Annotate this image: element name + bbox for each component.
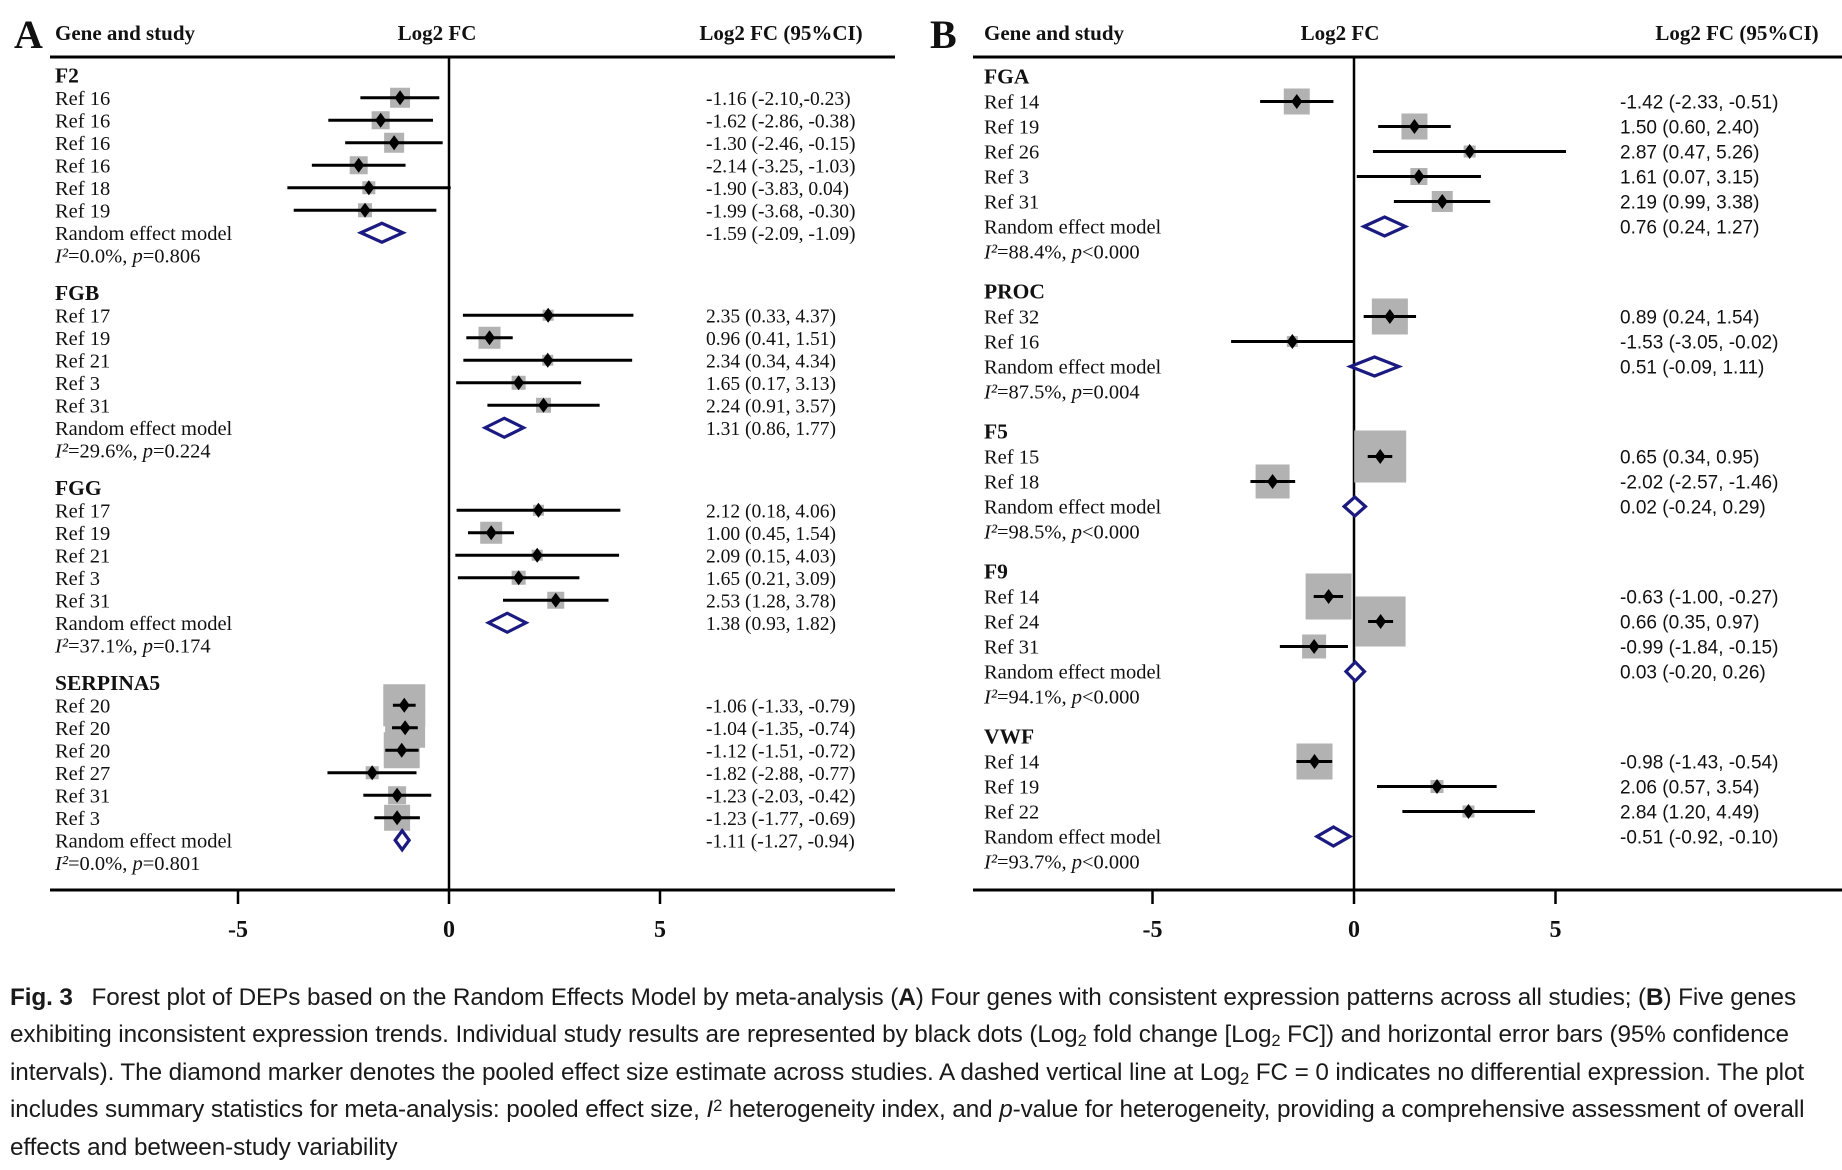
study-row [55, 718, 855, 740]
figure-caption [10, 979, 1834, 1166]
study-row [984, 142, 1759, 164]
ci-value: 2.12 (0.18, 4.06) [706, 501, 836, 523]
study-label: Ref 31 [55, 785, 111, 808]
pooled-label: Random effect model [984, 356, 1162, 379]
study-label: Ref 14 [984, 751, 1040, 774]
ci-value: -1.06 (-1.33, -0.79) [706, 696, 856, 718]
x-tick-label: 0 [1348, 917, 1360, 943]
ci-value: 2.34 (0.34, 4.34) [706, 351, 836, 373]
ci-value: -1.23 (-2.03, -0.42) [706, 786, 856, 808]
ci-value: 0.66 (0.35, 0.97) [1620, 612, 1760, 634]
study-row [984, 92, 1778, 114]
pooled-diamond [361, 223, 403, 242]
study-label: Ref 19 [984, 116, 1040, 139]
pooled-row [984, 497, 1766, 519]
study-row [55, 88, 851, 110]
study-row [55, 155, 855, 177]
study-row [55, 110, 855, 132]
study-label: Ref 18 [55, 177, 111, 200]
gene-group-FGG [54, 476, 836, 658]
pooled-diamond [1350, 357, 1398, 376]
gene-label: FGG [55, 475, 102, 500]
study-label: Ref 20 [55, 717, 111, 740]
ci-value: 2.87 (0.47, 5.26) [1620, 142, 1760, 164]
caption-text-segment: 2 [1271, 1031, 1281, 1051]
study-label: Ref 16 [55, 110, 111, 133]
gene-group-FGB [54, 281, 836, 463]
study-row [55, 395, 836, 417]
pooled-row [984, 357, 1764, 379]
study-label: Ref 22 [984, 801, 1040, 824]
heterogeneity-stats: I²=37.1%, p=0.174 [55, 635, 211, 658]
ci-value: -1.42 (-2.33, -0.51) [1620, 92, 1779, 114]
x-tick-label: -5 [228, 917, 248, 943]
caption-bold-segment: Fig. 3 [10, 984, 73, 1011]
study-label: Ref 14 [984, 91, 1040, 114]
pooled-label: Random effect model [984, 216, 1162, 239]
study-row [984, 167, 1759, 189]
pooled-label: Random effect model [55, 612, 233, 635]
pooled-ci-value: -1.11 (-1.27, -0.94) [706, 831, 855, 853]
pooled-diamond [485, 418, 523, 437]
study-row [984, 192, 1759, 214]
ci-value: -0.99 (-1.84, -0.15) [1620, 637, 1779, 659]
caption-text-segment: FC = 0 indicates no differential expression. The plot includes summary statistics for meta-analysis: pooled effect size, [10, 1058, 1805, 1124]
x-tick-label: 5 [654, 917, 666, 943]
study-row [55, 178, 849, 200]
study-label: Ref 20 [55, 740, 111, 763]
pooled-row [984, 662, 1766, 684]
study-label: Ref 16 [984, 331, 1040, 354]
study-label: Ref 3 [55, 372, 100, 395]
study-row [984, 752, 1778, 774]
x-tick-label: 5 [1549, 917, 1562, 943]
caption-text-segment: heterogeneity index, and [722, 1096, 1000, 1124]
pooled-diamond [1346, 662, 1365, 681]
x-tick-label: -5 [1142, 917, 1163, 943]
caption-italic-segment: I [706, 1096, 714, 1124]
panel-label-A: A [14, 12, 43, 57]
ci-value: -1.82 (-2.88, -0.77) [706, 763, 856, 785]
caption-bold-segment: B [1646, 984, 1664, 1011]
ci-value: 0.65 (0.34, 0.95) [1620, 447, 1760, 469]
study-label: Ref 19 [55, 327, 111, 350]
study-label: Ref 27 [55, 762, 111, 785]
caption-text-segment: 2 [713, 1096, 723, 1116]
gene-label: F2 [55, 63, 79, 88]
ci-value: -1.23 (-1.77, -0.69) [706, 808, 856, 830]
study-label: Ref 18 [984, 471, 1040, 494]
ci-value: 1.50 (0.60, 2.40) [1620, 117, 1760, 139]
caption-text-segment: ) Five genes exhibiting inconsistent expression trends. Individual study results are represented by black dots (Log [10, 984, 1796, 1049]
study-row [55, 500, 836, 522]
column-header-gene-study: Gene and study [984, 21, 1125, 45]
ci-value: -1.16 (-2.10,-0.23) [706, 88, 851, 110]
gene-group-FGA [983, 65, 1778, 264]
ci-value: 1.65 (0.17, 3.13) [706, 373, 836, 395]
pooled-row [984, 827, 1778, 849]
pooled-ci-value: 0.02 (-0.24, 0.29) [1620, 497, 1766, 519]
study-row [984, 777, 1759, 799]
study-label: Ref 21 [55, 545, 111, 568]
heterogeneity-stats: I²=29.6%, p=0.224 [55, 440, 211, 463]
pooled-ci-value: 0.76 (0.24, 1.27) [1620, 217, 1760, 239]
ci-value: 2.06 (0.57, 3.54) [1620, 777, 1760, 799]
gene-group-VWF [983, 725, 1778, 874]
study-label: Ref 19 [55, 522, 111, 545]
caption-text-segment: -value for heterogeneity, providing a comprehensive assessment of overall effects and between-study variability [10, 1096, 1805, 1161]
study-row [55, 328, 836, 350]
pooled-ci-value: -0.51 (-0.92, -0.10) [1620, 827, 1779, 849]
study-label: Ref 20 [55, 695, 111, 718]
pooled-row [55, 418, 836, 440]
study-label: Ref 31 [984, 636, 1040, 659]
study-row [55, 373, 836, 395]
heterogeneity-stats: I²=93.7%, p<0.000 [984, 851, 1140, 874]
ci-value: -1.99 (-3.68, -0.30) [706, 201, 856, 223]
pooled-diamond [488, 613, 526, 632]
gene-label: F5 [984, 419, 1008, 444]
ci-value: -1.04 (-1.35, -0.74) [706, 718, 856, 740]
pooled-row [55, 613, 836, 635]
study-label: Ref 24 [984, 611, 1040, 634]
study-row [55, 785, 855, 807]
study-label: Ref 3 [55, 567, 100, 590]
study-row [55, 695, 855, 717]
gene-group-SERPINA5 [54, 671, 855, 875]
ci-value: -1.30 (-2.46, -0.15) [706, 133, 856, 155]
ci-value: 1.00 (0.45, 1.54) [706, 523, 836, 545]
study-row [55, 523, 836, 545]
gene-label: SERPINA5 [55, 670, 161, 695]
heterogeneity-stats: I²=94.1%, p<0.000 [984, 686, 1140, 709]
gene-label: FGB [55, 280, 100, 305]
ci-value: 2.53 (1.28, 3.78) [706, 591, 836, 613]
study-row [55, 305, 836, 327]
study-label: Ref 32 [984, 306, 1040, 329]
study-label: Ref 31 [55, 590, 111, 613]
column-header-log2fc: Log2 FC [397, 21, 477, 45]
study-row [55, 568, 836, 590]
study-row [55, 133, 855, 155]
gene-label: F9 [984, 559, 1008, 584]
gene-group-F2 [54, 63, 855, 267]
caption-italic-segment: p [999, 1096, 1013, 1124]
ci-value: -1.53 (-3.05, -0.02) [1620, 332, 1779, 354]
heterogeneity-stats: I²=0.0%, p=0.806 [55, 245, 201, 268]
panel-A [14, 12, 895, 943]
column-header-log2fc: Log2 FC [1300, 21, 1380, 45]
study-row [984, 802, 1759, 824]
panel-B [930, 12, 1842, 943]
ci-value: 2.09 (0.15, 4.03) [706, 546, 836, 568]
pooled-label: Random effect model [55, 222, 233, 245]
ci-value: -2.02 (-2.57, -1.46) [1620, 472, 1779, 494]
ci-value: -1.90 (-3.83, 0.04) [706, 178, 849, 200]
caption-text-segment: FC]) and horizontal error bars (95% confidence intervals). The diamond marker denotes the pooled effect size estimate across studies. A dashed vertical line at Log [10, 1021, 1789, 1086]
ci-value: 2.35 (0.33, 4.37) [706, 306, 836, 328]
study-label: Ref 14 [984, 586, 1040, 609]
study-label: Ref 19 [984, 776, 1040, 799]
ci-value: -1.12 (-1.51, -0.72) [706, 741, 856, 763]
pooled-diamond [1364, 217, 1406, 236]
ci-value: 1.61 (0.07, 3.15) [1620, 167, 1760, 189]
weight-boxes-layer [350, 88, 565, 831]
caption-text-segment: Forest plot of DEPs based on the Random Effects Model by meta-analysis ( [72, 984, 899, 1011]
ci-value: -1.62 (-2.86, -0.38) [706, 111, 856, 133]
study-label: Ref 31 [55, 395, 111, 418]
caption-bold-segment: A [898, 984, 916, 1011]
heterogeneity-stats: I²=87.5%, p=0.004 [984, 381, 1140, 404]
pooled-label: Random effect model [984, 661, 1162, 684]
study-row [55, 740, 855, 762]
caption-text-segment: fold change [Log [1086, 1021, 1272, 1049]
heterogeneity-stats: I²=0.0%, p=0.801 [55, 852, 201, 875]
pooled-label: Random effect model [984, 826, 1162, 849]
study-row [55, 763, 855, 785]
gene-label: PROC [984, 279, 1045, 304]
column-header-ci: Log2 FC (95%CI) [1655, 21, 1819, 45]
pooled-ci-value: 1.38 (0.93, 1.82) [706, 613, 836, 635]
caption-text-segment: 2 [1240, 1068, 1250, 1088]
ci-value: 0.96 (0.41, 1.51) [706, 328, 836, 350]
study-row [55, 545, 836, 567]
study-row [55, 590, 836, 612]
study-label: Ref 16 [55, 155, 111, 178]
pooled-diamond [1344, 497, 1365, 516]
pooled-row [984, 217, 1759, 239]
pooled-ci-value: 0.51 (-0.09, 1.11) [1620, 357, 1765, 379]
study-row [55, 808, 855, 830]
marks-layer [54, 63, 855, 875]
pooled-row [55, 830, 855, 852]
study-label: Ref 17 [55, 305, 111, 328]
column-header-gene-study: Gene and study [55, 21, 196, 45]
study-label: Ref 19 [55, 200, 111, 223]
study-label: Ref 16 [55, 132, 111, 155]
study-row [984, 117, 1759, 139]
pooled-diamond [1317, 827, 1350, 846]
study-label: Ref 15 [984, 446, 1040, 469]
panel-label-B: B [930, 12, 957, 57]
ci-value: 2.24 (0.91, 3.57) [706, 396, 836, 418]
pooled-label: Random effect model [984, 496, 1162, 519]
study-label: Ref 21 [55, 350, 111, 373]
pooled-row [55, 223, 855, 245]
gene-group-PROC [983, 280, 1778, 404]
pooled-ci-value: 1.31 (0.86, 1.77) [706, 418, 836, 440]
study-label: Ref 17 [55, 500, 111, 523]
study-row [55, 350, 836, 372]
study-row [55, 200, 855, 222]
heterogeneity-stats: I²=98.5%, p<0.000 [984, 521, 1140, 544]
study-label: Ref 16 [55, 87, 111, 110]
column-header-ci: Log2 FC (95%CI) [699, 21, 863, 45]
pooled-ci-value: 0.03 (-0.20, 0.26) [1620, 662, 1766, 684]
study-row [984, 307, 1759, 329]
ci-value: -0.98 (-1.43, -0.54) [1620, 752, 1779, 774]
x-tick-label: 0 [443, 917, 455, 943]
caption-text-segment: 2 [1077, 1031, 1087, 1051]
ci-value: 2.84 (1.20, 4.49) [1620, 802, 1760, 824]
ci-value: 2.19 (0.99, 3.38) [1620, 192, 1760, 214]
study-label: Ref 26 [984, 141, 1040, 164]
ci-value: -2.14 (-3.25, -1.03) [706, 156, 856, 178]
pooled-diamond [395, 831, 409, 850]
heterogeneity-stats: I²=88.4%, p<0.000 [984, 241, 1140, 264]
study-label: Ref 31 [984, 191, 1040, 214]
caption-text-segment: ) Four genes with consistent expression patterns across all studies; ( [915, 984, 1647, 1011]
pooled-label: Random effect model [55, 830, 233, 853]
study-label: Ref 3 [984, 166, 1029, 189]
pooled-ci-value: -1.59 (-2.09, -1.09) [706, 223, 856, 245]
study-label: Ref 3 [55, 807, 100, 830]
ci-value: 1.65 (0.21, 3.09) [706, 568, 836, 590]
study-row [984, 332, 1778, 354]
ci-value: -0.63 (-1.00, -0.27) [1620, 587, 1779, 609]
gene-label: VWF [984, 724, 1035, 749]
ci-value: 0.89 (0.24, 1.54) [1620, 307, 1760, 329]
pooled-label: Random effect model [55, 417, 233, 440]
gene-label: FGA [984, 64, 1030, 89]
